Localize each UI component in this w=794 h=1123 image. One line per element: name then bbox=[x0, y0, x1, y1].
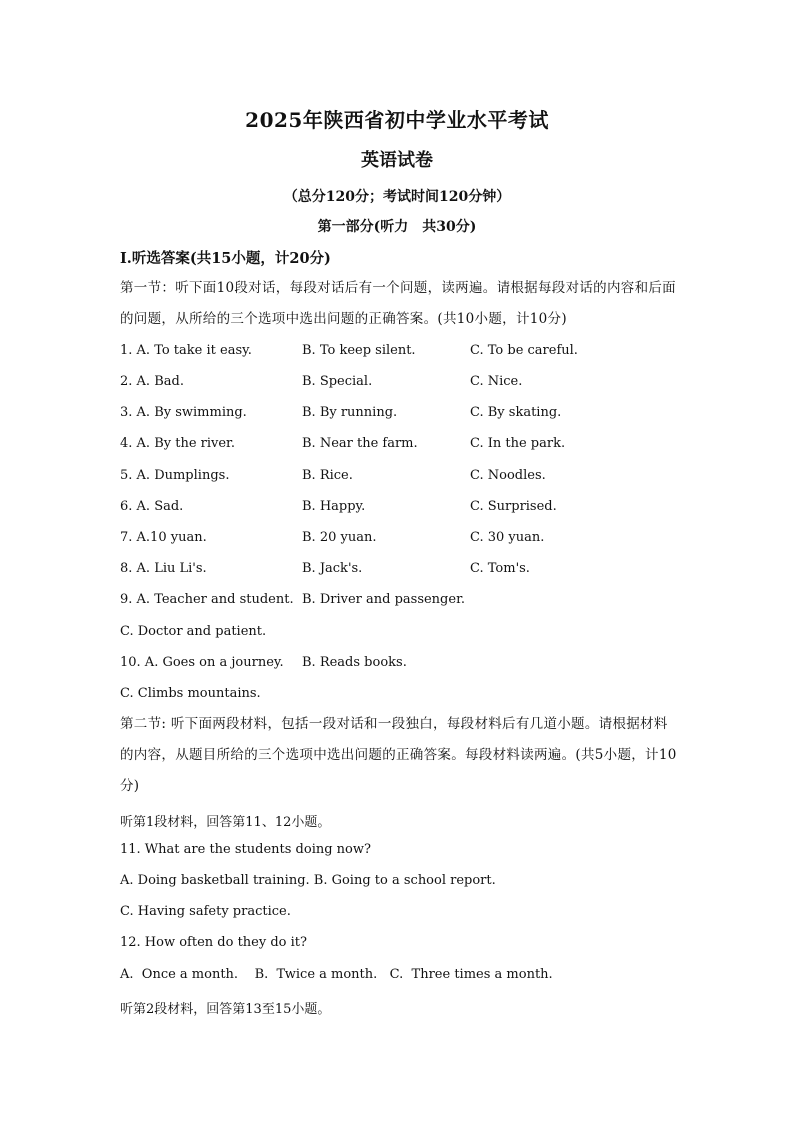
subsection1-instructions: 第一节：听下面10段对话，每段对话后有一个问题，读两遍。请根据每段对话的内容和后面的问题，从所给的三个选项中选出问题的正确答案。(共10小题，计10分) bbox=[120, 280, 676, 327]
q7-option-a: 7. A.10 yuan. bbox=[120, 530, 207, 545]
material2-intro: 听第2段材料，回答第13至15小题。 bbox=[120, 1002, 331, 1017]
q2-option-a: 2. A. Bad. bbox=[120, 374, 184, 389]
q2-option-c: C. Nice. bbox=[470, 374, 523, 389]
q10-option-c: C. Climbs mountains. bbox=[120, 686, 261, 701]
q8-option-b: B. Jack's. bbox=[302, 561, 363, 576]
q7-option-c: C. 30 yuan. bbox=[470, 530, 545, 545]
q9-option-b: B. Driver and passenger. bbox=[302, 592, 465, 607]
q6-option-b: B. Happy. bbox=[302, 499, 366, 514]
q3-option-c: C. By skating. bbox=[470, 405, 562, 420]
q3-option-b: B. By running. bbox=[302, 405, 398, 420]
q1-option-b: B. To keep silent. bbox=[302, 343, 416, 358]
q4-option-a: 4. A. By the river. bbox=[120, 436, 235, 451]
question-12: 12. How often do they do it? bbox=[120, 935, 307, 950]
q8-option-c: C. Tom's. bbox=[470, 561, 530, 576]
subsection2-instructions: 第二节: 听下面两段材料，包括一段对话和一段独白，每段材料后有几道小题。请根据材料的内容，从题目所给的三个选项中选出问题的正确答案。每段材料读两遍。(共5小题，计10分) bbox=[120, 716, 677, 794]
q10-option-b: B. Reads books. bbox=[302, 655, 407, 670]
q1-option-a: 1. A. To take it easy. bbox=[120, 343, 252, 358]
q9-option-a: 9. A. Teacher and student. bbox=[120, 592, 294, 607]
q5-option-c: C. Noodles. bbox=[470, 468, 546, 483]
q8-option-a: 8. A. Liu Li's. bbox=[120, 561, 207, 576]
q10-option-a: 10. A. Goes on a journey. bbox=[120, 655, 284, 670]
q3-option-a: 3. A. By swimming. bbox=[120, 405, 247, 420]
q1-option-c: C. To be careful. bbox=[470, 343, 578, 358]
exam-info: （总分120分；考试时间120分钟） bbox=[283, 189, 511, 205]
q5-option-a: 5. A. Dumplings. bbox=[120, 468, 230, 483]
q6-option-c: C. Surprised. bbox=[470, 499, 557, 514]
q4-option-c: C. In the park. bbox=[470, 436, 566, 451]
exam-title: 2025年陕西省初中学业水平考试 bbox=[245, 108, 549, 132]
question-11-options-ab: A. Doing basketball training. B. Going to a school report. bbox=[120, 873, 496, 888]
q7-option-b: B. 20 yuan. bbox=[302, 530, 377, 545]
q9-option-c: C. Doctor and patient. bbox=[120, 624, 267, 639]
q5-option-b: B. Rice. bbox=[302, 468, 353, 483]
question-12-options: A. Once a month. B. Twice a month. C. Three times a month. bbox=[120, 967, 553, 982]
section-heading: I.听选答案(共15小题，计20分) bbox=[120, 250, 331, 267]
material1-intro: 听第1段材料，回答第11、12小题。 bbox=[120, 815, 331, 830]
subject-title: 英语试卷 bbox=[361, 150, 433, 171]
q4-option-b: B. Near the farm. bbox=[302, 436, 418, 451]
question-11: 11. What are the students doing now? bbox=[120, 842, 371, 857]
part-title: 第一部分(听力 共30分) bbox=[317, 219, 477, 235]
q2-option-b: B. Special. bbox=[302, 374, 373, 389]
question-11-option-c: C. Having safety practice. bbox=[120, 904, 291, 919]
q6-option-a: 6. A. Sad. bbox=[120, 499, 184, 514]
